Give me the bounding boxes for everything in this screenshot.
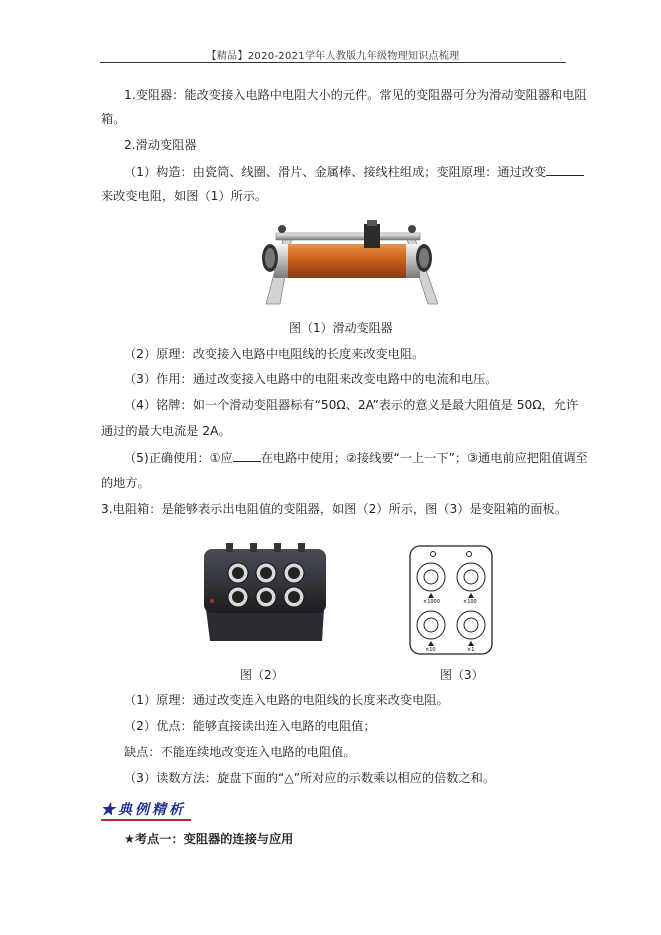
paragraph-2-1-line-1	[124, 163, 584, 180]
paragraph-1-line-2: 箱。	[101, 112, 126, 126]
construction-text: （1）构造：由瓷筒、线圈、滑片、金属棒、接线柱组成；变阻原理：通过改变	[124, 165, 547, 179]
figure-3-caption: 图（3）	[440, 668, 484, 682]
paragraph-3-3: （3）读数方法：旋盘下面的“△”所对应的示数乘以相应的倍数之和。	[124, 771, 496, 785]
paragraph-2-5-line-2: 的地方。	[101, 476, 150, 490]
header-divider	[100, 62, 566, 63]
multiplier-100-label: ×100	[463, 599, 477, 605]
multiplier-10-label: ×10	[425, 647, 436, 653]
sliding-rheostat-figure	[256, 216, 438, 308]
paragraph-3-line-1: 3.电阻箱：是能够表示出电阻值的变阻器，如图（2）所示，图（3）是变阻箱的面板。	[101, 502, 567, 516]
section-2-title: 2.滑动变阻器	[124, 138, 197, 152]
page-header: 【精品】2020-2021学年人教版九年级物理知识点梳理	[206, 51, 460, 62]
example-title: ★考点一：变阻器的连接与应用	[124, 832, 294, 846]
resistance-box-panel-figure	[409, 545, 493, 655]
figure-1-caption: 图（1）滑动变阻器	[289, 321, 393, 335]
fill-blank	[546, 163, 584, 176]
paragraph-3-1: （1）原理：通过改变连入电路的电阻线的长度来改变电阻。	[124, 693, 449, 707]
paragraph-2-1-line-2: 来改变电阻，如图（1）所示。	[101, 189, 268, 203]
multiplier-1000-label: ×1000	[423, 599, 440, 605]
paragraph-1-line-1: 1.变阻器：能改变接入电路中电阻大小的元件。常见的变阻器可分为滑动变阻器和电阻	[124, 88, 587, 102]
paragraph-3-2: （2）优点：能够直接读出连入电路的电阻值；	[124, 719, 376, 733]
paragraph-3-2b: 缺点：不能连续地改变连入电路的电阻值。	[124, 745, 356, 759]
multiplier-1-label: ×1	[467, 647, 475, 653]
fill-blank	[233, 449, 261, 462]
paragraph-2-5-line-1	[124, 449, 588, 466]
usage-text-1: （5)正确使用：①应	[124, 451, 233, 465]
resistance-box-figure	[204, 541, 326, 643]
section-underline	[101, 819, 191, 821]
figure-2-caption: 图（2）	[240, 668, 284, 682]
paragraph-2-2: （2）原理：改变接入电路中电阻线的长度来改变电阻。	[124, 347, 425, 361]
paragraph-2-4-line-2: 通过的最大电流是 2A。	[101, 424, 231, 438]
section-title: ★典例精析	[101, 802, 186, 818]
paragraph-2-3: （3）作用：通过改变接入电路中的电阻来改变电路中的电流和电压。	[124, 372, 498, 386]
paragraph-2-4-line-1: （4）铭牌：如一个滑动变阻器标有“50Ω、2A”表示的意义是最大阻值是 50Ω，允许	[124, 398, 579, 412]
usage-text-2: 在电路中使用；②接线要“一上一下”；③通电前应把阻值调至	[260, 451, 588, 465]
